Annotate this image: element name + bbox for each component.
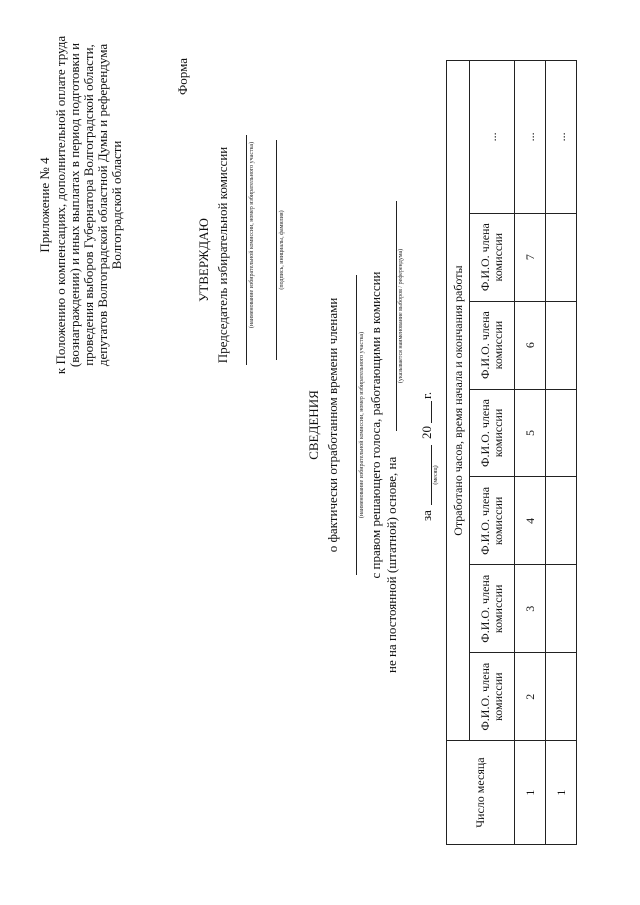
period-g: г. xyxy=(419,391,434,399)
table-row xyxy=(546,61,577,845)
table-cell: 1 xyxy=(515,741,546,845)
approval-signature-caption: (подпись, инициалы, фамилия) xyxy=(279,210,285,290)
appendix-line: Волгоградской области xyxy=(109,140,124,270)
header-member: Ф.И.О. члена комиссии xyxy=(470,389,515,477)
table-cell: 4 xyxy=(515,477,546,565)
appendix-number: Приложение № 4 xyxy=(37,157,52,253)
header-member: Ф.И.О. члена комиссии xyxy=(470,301,515,389)
header-date: Число месяца xyxy=(447,741,515,845)
table-cell: 6 xyxy=(515,301,546,389)
table-header-row xyxy=(447,61,470,845)
appendix-line: проведения выборов Губернатора Волгоградской области, xyxy=(81,44,96,366)
approval-commission-line xyxy=(246,135,247,365)
document-title: СВЕДЕНИЯ xyxy=(306,390,321,460)
appendix-block xyxy=(38,5,124,405)
table-cell: ... xyxy=(546,61,577,214)
header-member: Ф.И.О. члена комиссии xyxy=(470,565,515,653)
table-cell xyxy=(546,213,577,301)
table-cell xyxy=(546,301,577,389)
table-cell: 1 xyxy=(546,741,577,845)
heading-commission-line xyxy=(356,275,357,575)
approval-signature-line xyxy=(276,140,277,360)
table-cell: 7 xyxy=(515,213,546,301)
approval-position: Председатель избирательной комиссии xyxy=(215,146,230,364)
heading-election-caption: (указывается наименование выборов / референдума) xyxy=(398,248,404,384)
appendix-line: депутатов Волгоградской областной Думы и референдума xyxy=(95,43,110,367)
approval-commission-caption: (наименование избирательной комиссии, номер избирательного участка) xyxy=(249,141,255,329)
header-member: Ф.И.О. члена комиссии xyxy=(470,653,515,741)
header-member: Ф.И.О. члена комиссии xyxy=(470,213,515,301)
period-za: за xyxy=(419,510,434,521)
heading-election-line xyxy=(396,201,397,431)
header-group: Отработано часов, время начала и окончания работы xyxy=(447,61,470,741)
period-20: 20 xyxy=(419,426,434,439)
table-cell: 2 xyxy=(515,653,546,741)
approval-title: УТВЕРЖДАЮ xyxy=(196,218,211,302)
table-cell: 3 xyxy=(515,565,546,653)
table-subheader-row xyxy=(470,61,515,845)
heading-commission-caption: (наименование избирательной комиссии, номер избирательного участка) xyxy=(359,331,365,519)
header-member: Ф.И.О. члена комиссии xyxy=(470,477,515,565)
table-cell xyxy=(546,565,577,653)
timesheet-table xyxy=(446,60,577,845)
heading-basis-text: не на постоянной (штатной) основе, на xyxy=(384,456,399,673)
appendix-line: (вознаграждении) и иных выплатах в период подготовки и xyxy=(67,42,82,368)
period-year-line xyxy=(431,401,432,423)
header-ellipsis: ... xyxy=(470,61,515,214)
appendix-line: к Положению о компенсациях, дополнительной оплате труда xyxy=(53,35,68,375)
table-cell: ... xyxy=(515,61,546,214)
heading-vote-line: с правом решающего голоса, работающими в комиссии xyxy=(368,271,383,579)
table-cell: 5 xyxy=(515,389,546,477)
period-month-caption: (месяц) xyxy=(433,465,439,485)
table-cell xyxy=(546,389,577,477)
table-cell xyxy=(546,477,577,565)
document-subtitle: о фактически отработанном времени членами xyxy=(325,297,340,553)
table-row xyxy=(515,61,546,845)
table-cell xyxy=(546,653,577,741)
period-month-line xyxy=(431,445,432,505)
form-label: Форма xyxy=(175,58,190,95)
